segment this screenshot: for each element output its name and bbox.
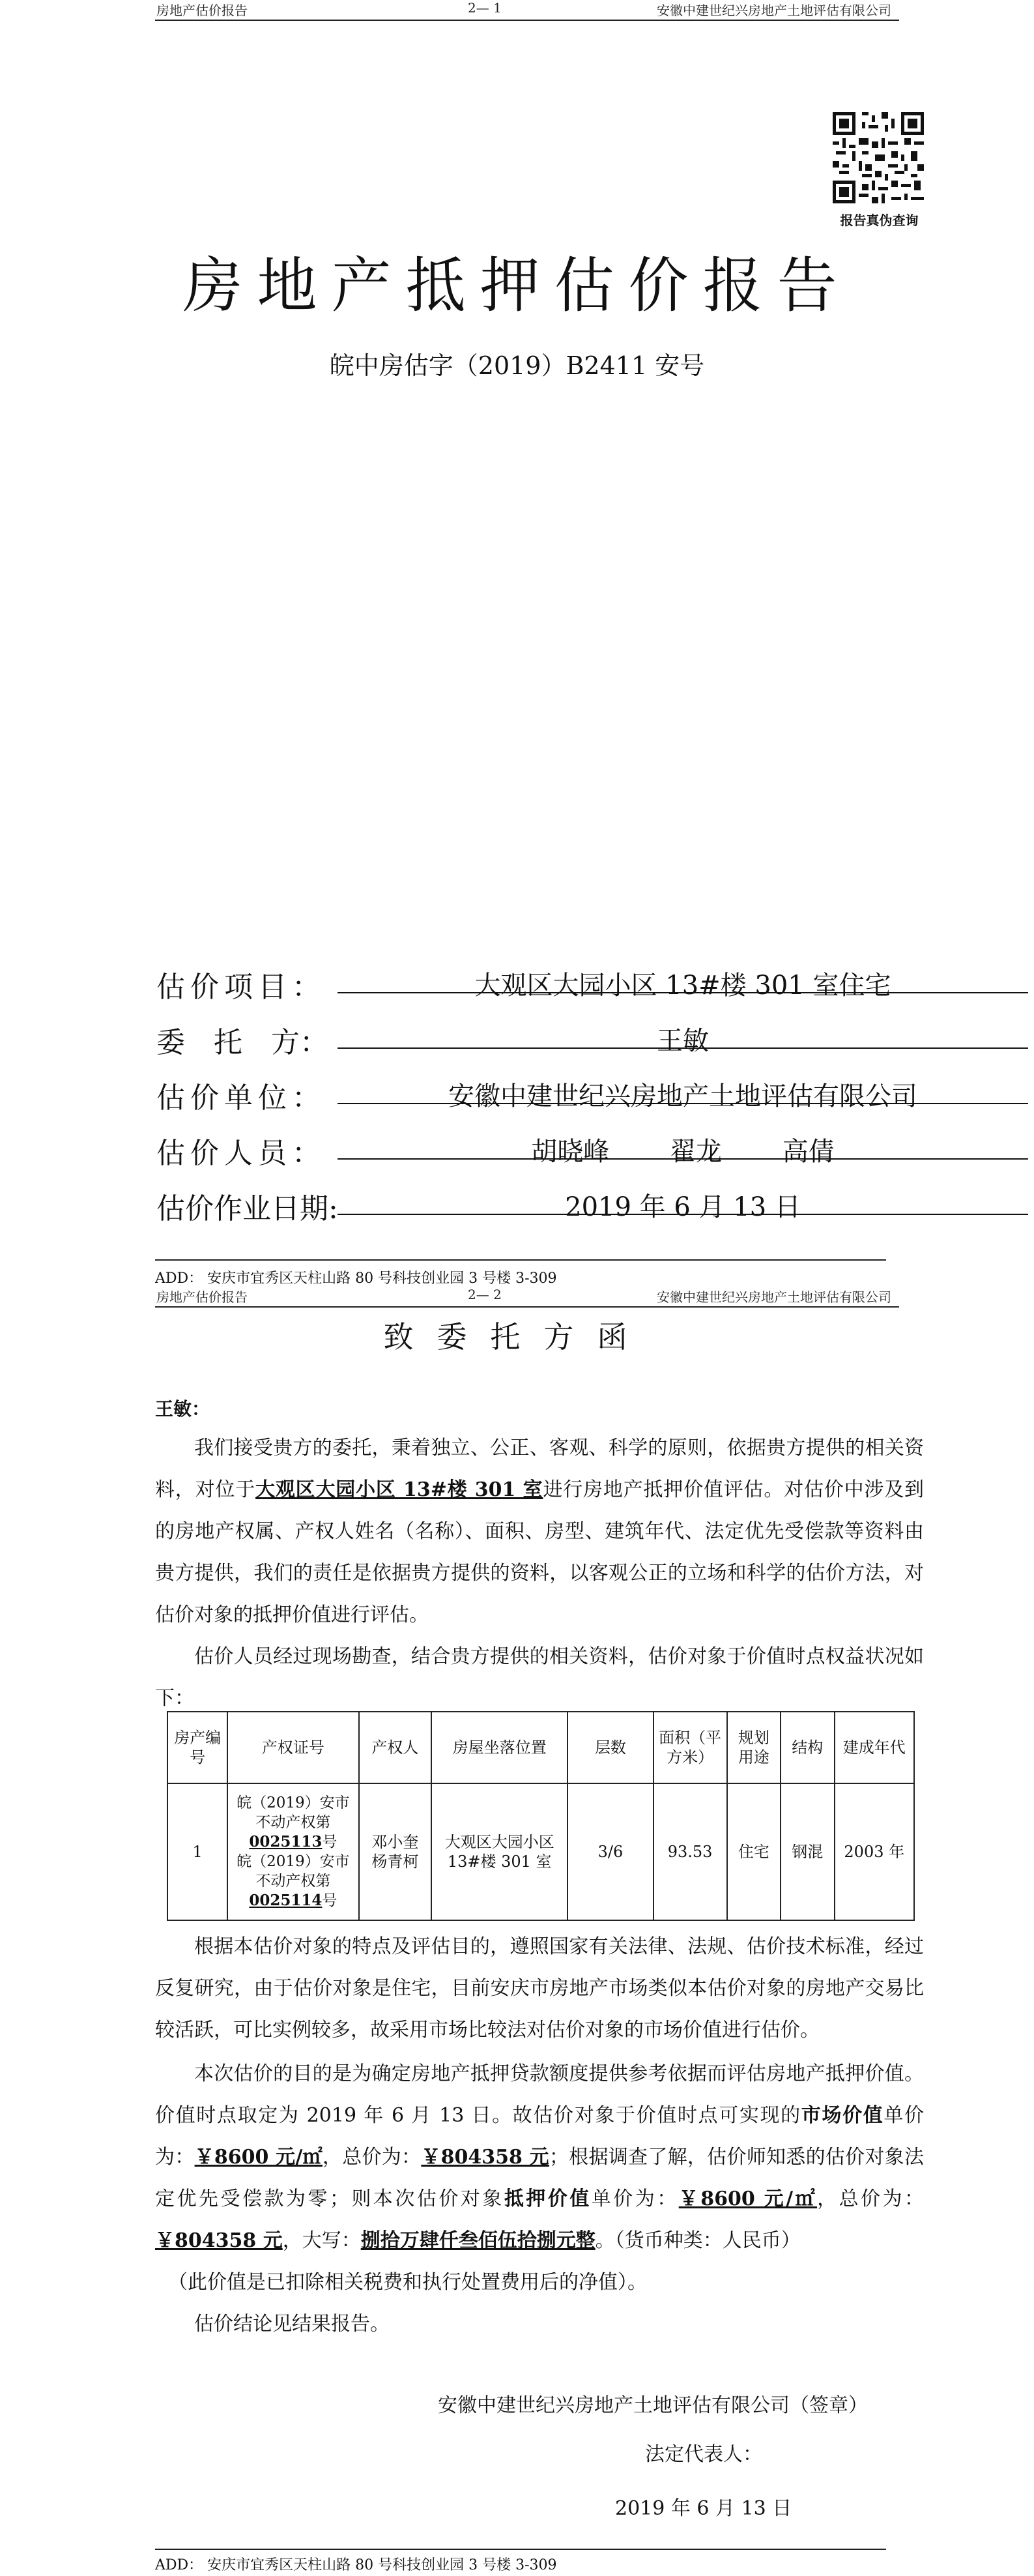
footer-rule	[155, 2549, 886, 2550]
cell-cert	[227, 1783, 358, 1920]
cell-structure: 钢混	[781, 1783, 834, 1920]
property-table	[167, 1711, 915, 1921]
footer-address: ADD： 安庆市宜秀区天柱山路 80 号科技创业园 3 号楼 3-309	[155, 1270, 557, 1287]
cert-number: 0025114	[249, 1892, 323, 1909]
info-value-project: 大观区大园小区 13#楼 301 室住宅	[474, 971, 891, 1001]
paragraph-4	[155, 2053, 924, 2262]
emphasis: 市场价值	[801, 2104, 884, 2127]
text: 本次估价的目的是为确定房地产抵押贷款额度提供参考依据而评估房地产抵押价值。价值时点取定为 2019 年 6 月 13 日。故估价对象于价值时点可实现的	[155, 2062, 924, 2127]
appraiser-name: 翟龙	[670, 1137, 722, 1167]
header-company: 安徽中建世纪兴房地产土地评估有限公司	[657, 3, 891, 18]
amount-in-words: 捌拾万肆仟叁佰伍拾捌元整	[360, 2229, 596, 2252]
property-address: 大观区大园小区 13#楼 301 室	[255, 1478, 543, 1501]
owner-name: 杨青柯	[371, 1852, 419, 1871]
paragraph-1	[155, 1427, 924, 1636]
appraiser-name: 胡晓峰	[531, 1137, 610, 1167]
info-value-client: 王敏	[657, 1026, 709, 1056]
underline	[337, 1047, 1028, 1049]
underline	[337, 1158, 1028, 1160]
appraiser-name: 高倩	[782, 1137, 835, 1167]
header-left: 房地产估价报告	[156, 1289, 248, 1305]
report-title: 房地产抵押估价报告	[182, 251, 852, 321]
text: 估价人员经过现场勘查，结合贵方提供的相关资料，估价对象于价值时点权益状况如下：	[155, 1645, 924, 1710]
cell-use: 住宅	[727, 1783, 781, 1920]
cert-text: 皖（2019）安市不动产权第	[237, 1853, 350, 1890]
underline	[337, 992, 1028, 993]
info-value-date: 2019 年 6 月 13 日	[565, 1192, 801, 1222]
cert-suffix: 号	[322, 1834, 337, 1851]
mortgage-total-price: ￥804358 元	[155, 2229, 283, 2252]
report-number: 皖中房估字（2019）B2411 安号	[329, 351, 705, 380]
info-label: 估价项目：	[156, 971, 326, 1004]
market-unit-price: ￥8600 元/㎡	[194, 2146, 323, 2169]
cell-area: 93.53	[653, 1783, 727, 1920]
cell-owner	[359, 1783, 432, 1920]
emphasis: 抵押价值	[504, 2188, 592, 2210]
market-total-price: ￥804358 元	[421, 2146, 549, 2169]
text: 我们接受贵方的委托，秉着独立、公正、客观、科学的原则，依据贵方提供的相关资料，对位于	[155, 1437, 924, 1501]
company-signature: 安徽中建世纪兴房地产土地评估有限公司（签章）	[438, 2394, 868, 2417]
col-header: 层数	[567, 1712, 653, 1783]
info-label: 估价单位：	[156, 1081, 326, 1115]
table-row	[167, 1783, 914, 1920]
footer-address: ADD： 安庆市宜秀区天柱山路 80 号科技创业园 3 号楼 3-309	[155, 2557, 557, 2573]
col-header: 产权证号	[227, 1712, 358, 1783]
text: 根据本估价对象的特点及评估目的，遵照国家有关法律、法规、估价技术标准，经过反复研究，由于估价对象是住宅，目前安庆市房地产市场类似本估价对象的房地产交易比较活跃，可比实例较多，故采用市场比较法对估价对象的市场价值进行估价。	[155, 1935, 924, 2042]
text: （此价值是已扣除相关税费和执行处置费用后的净值）。	[168, 2271, 647, 2294]
qr-code-icon[interactable]	[833, 112, 924, 203]
cell-year: 2003 年	[835, 1783, 914, 1920]
cert-suffix: 号	[322, 1892, 337, 1909]
page2-header	[155, 1287, 899, 1308]
signature-date: 2019 年 6 月 13 日	[615, 2497, 792, 2520]
text: 。（货币种类：人民币）	[595, 2229, 801, 2252]
cert-text: 皖（2019）安市不动产权第	[237, 1794, 350, 1831]
header-page-number: 2— 1	[468, 0, 502, 16]
underline	[337, 1214, 1028, 1215]
col-header: 产权人	[359, 1712, 432, 1783]
col-header: 房产编号	[167, 1712, 227, 1783]
paragraph-2	[155, 1636, 924, 1720]
paragraph-5	[155, 2262, 924, 2304]
footer-rule	[155, 1259, 886, 1261]
text: 单价为：	[591, 2188, 679, 2210]
cell-no: 1	[167, 1783, 227, 1920]
cell-floors: 3/6	[567, 1783, 653, 1920]
letter-title: 致委托方函	[383, 1319, 651, 1354]
header-left: 房地产估价报告	[156, 3, 248, 18]
text: ；根据调查了解，估价师知悉的估价对象法定优先受偿款为零；则本次估价对象	[155, 2146, 925, 2210]
paragraph-3	[155, 1926, 924, 2051]
legal-representative: 法定代表人：	[645, 2443, 762, 2466]
text: ，大写：	[282, 2229, 361, 2252]
text: 单价为：	[155, 2104, 925, 2169]
owner-name: 邓小奎	[371, 1833, 419, 1851]
col-header: 结构	[781, 1712, 834, 1783]
header-company: 安徽中建世纪兴房地产土地评估有限公司	[657, 1289, 891, 1305]
col-header: 规划用途	[727, 1712, 781, 1783]
header-page-number: 2— 2	[468, 1287, 502, 1302]
text: ，总价为：	[322, 2146, 422, 2169]
info-label: 委 托 方：	[156, 1026, 328, 1059]
text: ，总价为：	[817, 2188, 925, 2210]
text: 估价结论见结果报告。	[194, 2313, 390, 2335]
cert-number: 0025113	[249, 1833, 323, 1851]
col-header: 建成年代	[835, 1712, 914, 1783]
col-header: 房屋坐落位置	[431, 1712, 567, 1783]
info-value-company: 安徽中建世纪兴房地产土地评估有限公司	[448, 1081, 917, 1111]
info-value-appraisers	[337, 1131, 1028, 1168]
qr-caption: 报告真伪查询	[840, 212, 919, 228]
cell-location: 大观区大园小区 13#楼 301 室	[431, 1783, 567, 1920]
col-header: 面积（平方米）	[653, 1712, 727, 1783]
paragraph-6	[155, 2304, 924, 2345]
text: 进行房地产抵押价值评估。对估价中涉及到的房地产权属、产权人姓名（名称）、面积、房型、建筑年代、法定优先受偿款等资料由贵方提供，我们的责任是依据贵方提供的资料，以客观公正的立场和科学的估价方法，对估价对象的抵押价值进行评估。	[155, 1478, 925, 1626]
mortgage-unit-price: ￥8600 元/㎡	[678, 2188, 818, 2210]
info-label: 估价作业日期:	[156, 1192, 338, 1225]
info-label: 估价人员：	[156, 1137, 326, 1170]
salutation: 王敏：	[155, 1398, 210, 1420]
underline	[337, 1103, 1028, 1104]
page1-header	[155, 0, 899, 21]
